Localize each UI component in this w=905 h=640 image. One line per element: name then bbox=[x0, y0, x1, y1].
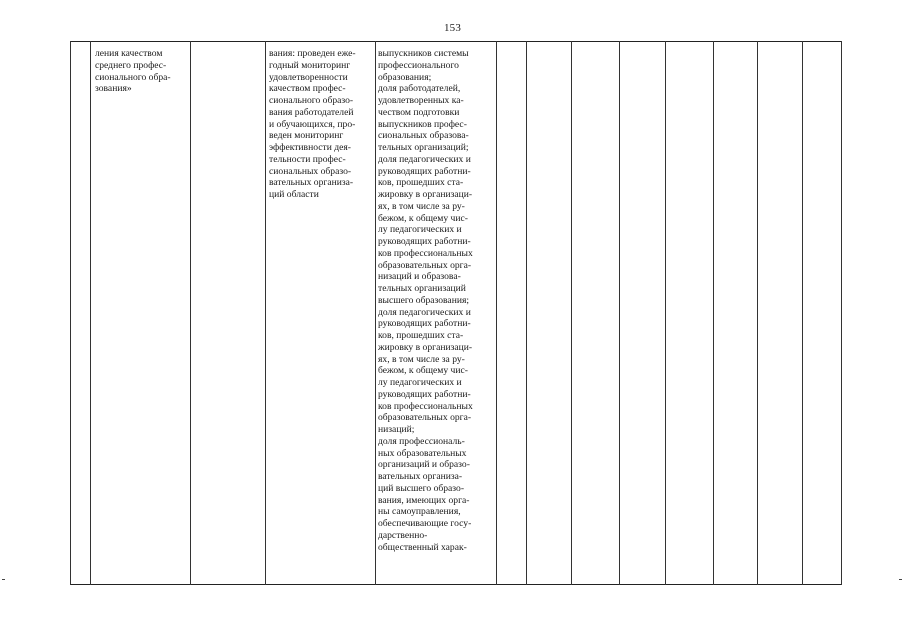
table-column-divider bbox=[802, 41, 803, 585]
scan-edge-mark bbox=[899, 579, 902, 580]
table-column-divider bbox=[496, 41, 497, 585]
document-table bbox=[70, 41, 842, 585]
table-column-divider bbox=[526, 41, 527, 585]
table-column-divider bbox=[375, 41, 376, 585]
table-cell-col2: ления качеством среднего профес- сионального обра- зования» bbox=[95, 48, 171, 95]
table-column-divider bbox=[571, 41, 572, 585]
scan-edge-mark bbox=[2, 579, 5, 580]
table-column-divider bbox=[90, 41, 91, 585]
table-column-divider bbox=[190, 41, 191, 585]
table-column-divider bbox=[665, 41, 666, 585]
table-column-divider bbox=[757, 41, 758, 585]
table-column-divider bbox=[70, 41, 71, 585]
table-column-divider bbox=[841, 41, 842, 585]
table-column-divider bbox=[713, 41, 714, 585]
page-number: 153 bbox=[443, 22, 462, 34]
table-column-divider bbox=[265, 41, 266, 585]
table-cell-col4: вания: проведен еже- годный мониторинг удовлетворенности качеством профес- сионального образо- вания работодателей и обучающихся, про- веден мониторинг эффективности дея- тельности профес- сиональных образо- вательных организа- ций области bbox=[269, 48, 356, 200]
table-cell-col5: выпускников системы профессионального образования; доля работодателей, удовлетворенных ка- чеством подготовки выпускников профес- сиональных образова- тельных организаций; доля педагогических и руководящих работни- ков, прошедших ста- жировку в организаци- ях, в том числе за ру- бежом, к общему чис- лу педагогических и руководящих работни- ков профессиональных образовательных орга- низаций и образова- тельных организаций высшего образования; доля педагогических и руководящих работни- ков, прошедших ста- жировку в организаци- ях, в том числе за ру- бежом, к общему чис- лу педагогических и руководящих работни- ков профессиональных образовательных орга- низаций; доля профессиональ- ных образовательных организаций и образо- вательных организа- ций высшего образо- вания, имеющих орга- ны самоуправления, обеспечивающие госу- дарственно- общественный харак- bbox=[378, 48, 473, 553]
table-column-divider bbox=[619, 41, 620, 585]
